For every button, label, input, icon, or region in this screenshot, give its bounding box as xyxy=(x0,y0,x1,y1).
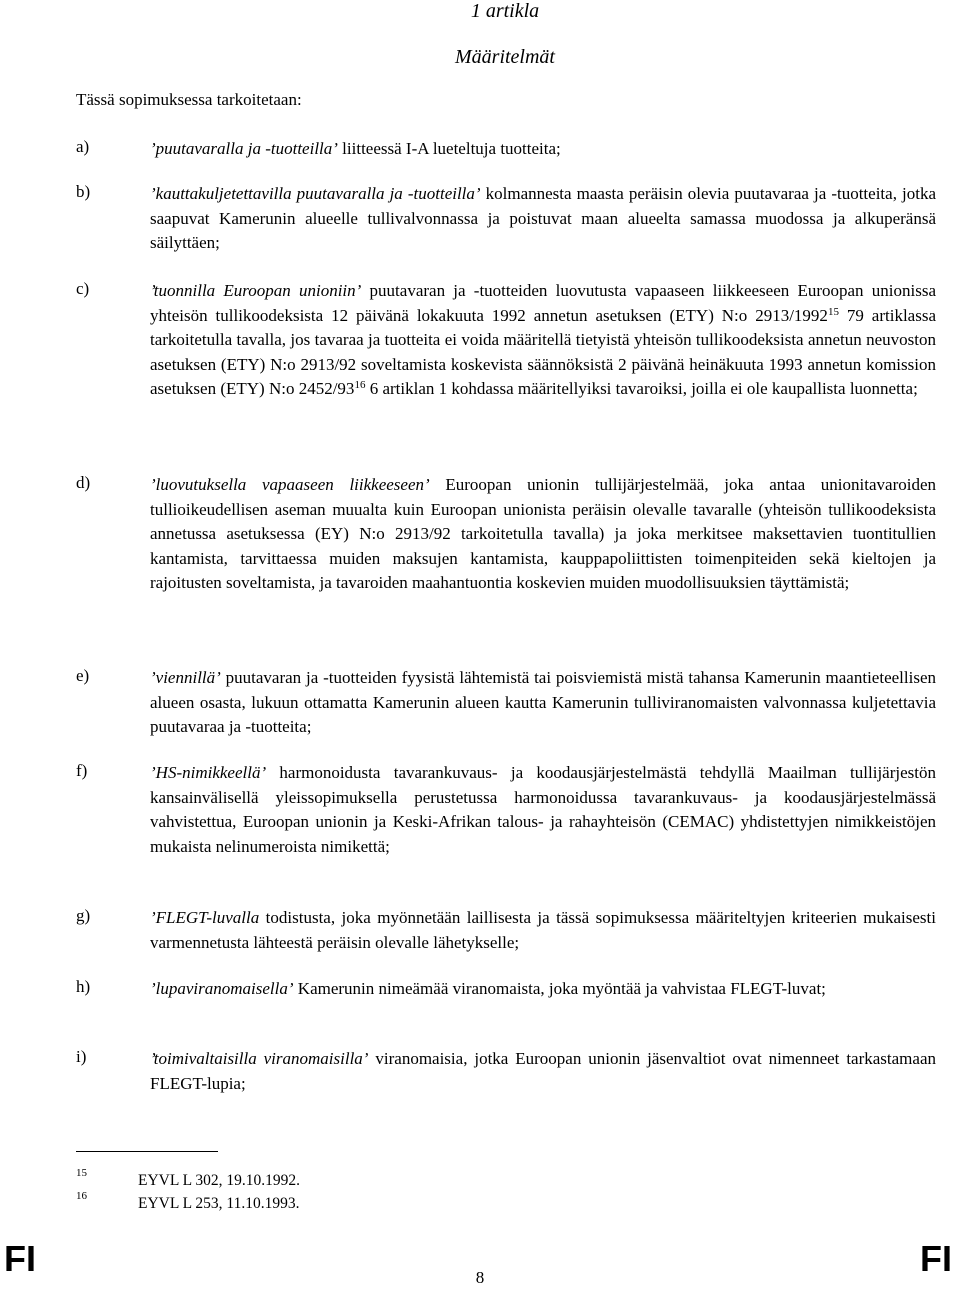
defined-term: ’luovutuksella vapaaseen liikkeeseen’ xyxy=(150,475,430,494)
definition-text: 79 artiklassa tarkoitetulla tavalla, jos tavaraa ja tuotteita ei voida määritellä tietyistä yhteisön tullikoodeksista annetun neuvoston asetuksen (ETY) N:o 2913/92 soveltamista koskevista säännöksistä 2 päivänä heinäkuuta 1993 annetun komission asetuksen (ETY) N:o 2452/93 xyxy=(150,305,936,398)
item-label: h) xyxy=(76,977,91,996)
defined-term: ’kauttakuljetettavilla puutavaralla ja -tuotteilla’ xyxy=(150,184,481,203)
definition-g xyxy=(76,906,936,955)
footnote-separator xyxy=(76,1151,218,1152)
definition-d xyxy=(76,473,936,596)
definition-text: Kamerunin nimeämää viranomaista, joka myöntää ja vahvistaa FLEGT-luvat; xyxy=(293,979,826,998)
definition-text: harmonoidusta tavarankuvaus- ja koodausjärjestelmästä tehdyllä Maailman tullijärjestön kansainvälisellä yleissopimuksella perustetussa harmonoidussa tavarankuvaus- ja koodausjärjestelmässä vahvistettua, Euroopan unionin ja Keski-Afrikan talous- ja rahayhteisön (CEMAC) yhdistettyjen nimikkeistöjen mukaista nelinumeroista nimikettä; xyxy=(150,763,936,856)
definition-text: puutavaran ja -tuotteiden luovutusta vapaaseen liikkeeseen Euroopan unionissa yhteisön tullikoodeksista 12 päivänä lokakuuta 1992 annetun asetuksen (ETY) N:o 2913/1992 xyxy=(150,281,937,325)
definition-a xyxy=(76,137,936,162)
intro-text: Tässä sopimuksessa tarkoitetaan: xyxy=(76,90,302,109)
footnote-ref: 15 xyxy=(827,305,839,318)
definition-text: todistusta, joka myönnetään laillisesta ja tässä sopimuksessa määriteltyjen kriteerien mukaisesti varmennetusta lähteestä peräisin olevalle lähetykselle; xyxy=(150,908,936,952)
footnote-text: EYVL L 253, 11.10.1993. xyxy=(138,1195,300,1212)
definition-f xyxy=(76,761,936,859)
footnote-text: EYVL L 302, 19.10.1992. xyxy=(138,1172,301,1189)
item-label: f) xyxy=(76,761,88,780)
page-number: 8 xyxy=(475,1268,485,1287)
item-label: b) xyxy=(76,182,91,201)
definition-c xyxy=(76,279,936,402)
item-label: i) xyxy=(76,1047,87,1066)
definition-h xyxy=(76,977,936,1002)
footnote-15 xyxy=(76,1167,301,1190)
footer-language-left: FI xyxy=(4,1238,36,1279)
definition-i xyxy=(76,1047,936,1096)
article-heading: Määritelmät xyxy=(455,46,555,68)
item-label: a) xyxy=(76,137,90,156)
definition-text: Euroopan unionin tullijärjestelmää, joka antaa unionitavaroiden tullioikeudellisen aseman muualta kuin Euroopan unionista peräisin olevalle tavaralle (yhteisön tullikoodeksista annetussa asetuksessa (EY) N:o 2913/92 tarkoitetulla tavalla) ja joka merkitsee maksettavien tuontitullien kantamista, tarvittaessa muiden maksujen kantamista, kauppapoliittisten toimenpiteiden sekä kieltojen ja rajoitusten soveltamista, ja tavaroiden maahantuontia koskevien muiden muodollisuuksien täyttämistä; xyxy=(150,475,936,592)
article-number: 1 artikla xyxy=(470,0,540,22)
item-label: g) xyxy=(76,906,91,925)
defined-term: ’tuonnilla Euroopan unioniin’ xyxy=(150,281,362,300)
definition-b xyxy=(76,182,936,256)
defined-term: ’toimivaltaisilla viranomaisilla’ xyxy=(150,1049,369,1068)
definition-text: viranomaisia, jotka Euroopan unionin jäsenvaltiot ovat nimenneet tarkastamaan FLEGT-lupia; xyxy=(150,1049,936,1093)
defined-term: ’FLEGT-luvalla xyxy=(150,908,260,927)
footer-language-right: FI xyxy=(920,1238,952,1279)
defined-term: ’lupaviranomaisella’ xyxy=(150,979,294,998)
defined-term: ’viennillä’ xyxy=(150,668,221,687)
item-label: e) xyxy=(76,666,90,685)
defined-term: ’puutavaralla ja -tuotteilla’ xyxy=(150,139,338,158)
item-label: d) xyxy=(76,473,91,492)
footnote-number: 16 xyxy=(76,1190,87,1202)
footnote-16 xyxy=(76,1190,300,1213)
footnote-number: 15 xyxy=(76,1167,87,1179)
definition-text: liitteessä I-A lueteltuja tuotteita; xyxy=(337,139,561,158)
definition-text: puutavaran ja -tuotteiden fyysistä lähtemistä tai poisviemistä mistä tahansa Kamerunin maantieteellisen alueen osasta, lukuun ottamatta Kamerunin alueen kautta Kamerunin tulliviranomaisten valvonnassa kuljetettavia puutavaraa ja -tuotteita; xyxy=(150,668,936,736)
item-label: c) xyxy=(76,279,90,298)
definition-text: 6 artiklan 1 kohdassa määritellyiksi tavaroiksi, joilla ei ole kaupallista luonnetta; xyxy=(365,379,918,398)
defined-term: ’HS-nimikkeellä’ xyxy=(150,763,267,782)
definition-e xyxy=(76,666,936,740)
definition-text: kolmannesta maasta peräisin olevia puutavaraa ja -tuotteita, jotka saapuvat Kamerunin alueelle tullivalvonnassa ja poistuvat maan alueelta samassa muodossa ja alkuperänsä säilyttäen; xyxy=(150,184,936,252)
footnote-ref: 16 xyxy=(354,379,366,391)
